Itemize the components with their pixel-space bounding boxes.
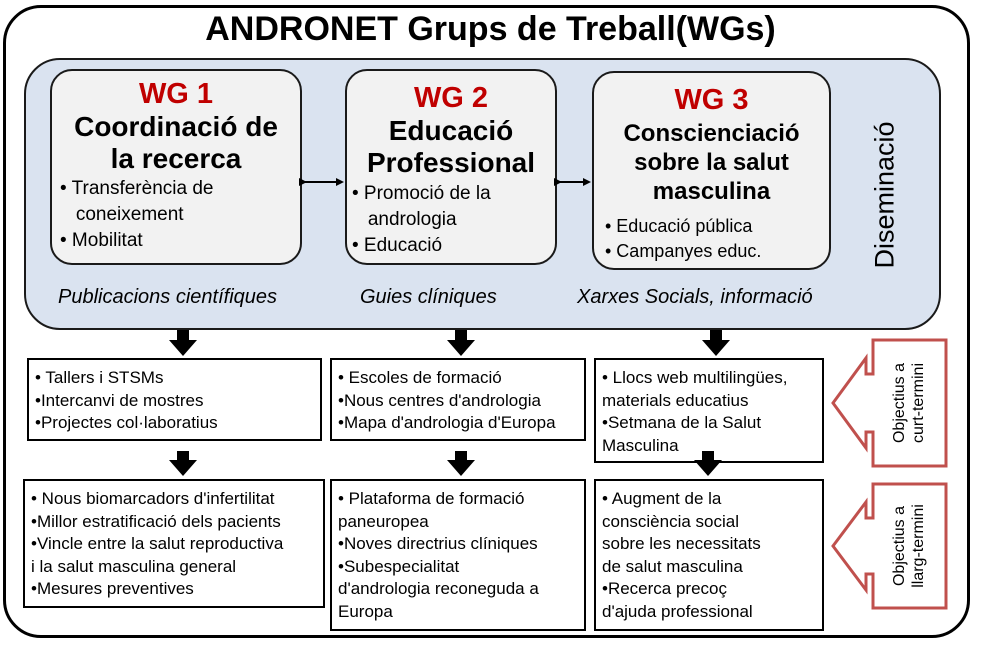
short-term-label-line: curt-termini [910, 362, 927, 444]
dissemination-text: Diseminació [869, 121, 900, 269]
wg3-name-line: sobre la salut [634, 148, 789, 176]
short-term-item: •Setmana de la Salut [602, 413, 762, 432]
long-term-item: i la salut masculina general [31, 556, 237, 576]
wg2-bullet: • Educació [352, 235, 443, 256]
long-term-item: d'ajuda professional [602, 601, 753, 621]
long-term-item: Europa [338, 601, 393, 621]
long-term-label-line: Objectius a [891, 505, 908, 587]
wg3-name-line: Conscienciació [623, 120, 800, 147]
short-term-item: materials educatius [602, 390, 749, 410]
wg2-bullet: andrologia [352, 209, 457, 230]
down-arrow [694, 451, 722, 476]
wg1-name-line: la recerca [110, 142, 242, 174]
long-term-item: •Millor estratificació dels pacients [31, 511, 281, 531]
wg2-name-line: Educació [388, 115, 514, 146]
wg2-name-line: Professional [366, 146, 536, 178]
long-term-item: d'andrologia reconeguda a [338, 579, 539, 598]
down-arrow [169, 330, 197, 356]
short-term-item: • Llocs web multilingües, [602, 368, 788, 387]
wg1-output: Publicacions científiques [58, 286, 278, 308]
down-arrow [169, 451, 197, 476]
long-term-item: •Recerca precoç [602, 579, 728, 598]
long-term-item: •Mesures preventives [31, 579, 194, 598]
long-term-item: paneuropea [338, 511, 429, 531]
diagram-title: ANDRONET Grups de Treball(WGs) [205, 10, 776, 48]
wg3-number: WG 3 [674, 84, 749, 116]
down-arrow [447, 451, 475, 476]
down-arrow [702, 330, 730, 356]
short-term-item: •Projectes col·laboratius [35, 413, 218, 432]
short-term-item: •Mapa d'andrologia d'Europa [338, 413, 556, 432]
wg2-output: Guies clíniques [360, 286, 497, 308]
short-term-item: •Intercanvi de mostres [35, 390, 204, 410]
short-term-label-line: Objectius a [891, 362, 908, 444]
long-term-label [890, 504, 928, 588]
long-term-item: • Plataforma de formació [338, 489, 525, 508]
long-term-item: sobre les necessitats [602, 534, 761, 553]
down-arrow [447, 330, 475, 356]
wg2-number: WG 2 [413, 82, 489, 114]
long-term-item: •Vincle entre la salut reproductiva [31, 534, 284, 553]
wg1-name-line: Coordinació de [74, 111, 278, 142]
wg3-name-line: masculina [652, 177, 771, 205]
long-term-item: • Augment de la [602, 489, 722, 508]
short-term-item: •Nous centres d'andrologia [338, 390, 541, 410]
wg1-bullet: • Transferència de [60, 178, 214, 199]
short-term-item: • Escoles de formació [338, 368, 502, 387]
long-term-item: • Nous biomarcadors d'infertilitat [31, 489, 275, 508]
wg1-bullet: coneixement [60, 204, 184, 225]
long-term-item: de salut masculina [602, 556, 743, 576]
wg3-output: Xarxes Socials, informació [577, 286, 813, 308]
wg1-bullet: • Mobilitat [60, 230, 143, 251]
wg2-bullet: • Promoció de la [352, 183, 491, 204]
wg3-bullet: • Educació pública [605, 216, 753, 236]
long-term-item: •Subespecialitat [338, 556, 460, 576]
wg1-number: WG 1 [138, 78, 214, 110]
short-term-item: • Tallers i STSMs [35, 368, 164, 387]
wg3-bullet: • Campanyes educ. [605, 241, 762, 261]
long-term-item: •Noves directrius clíniques [338, 534, 538, 553]
short-term-callout [873, 340, 946, 466]
short-term-label [890, 363, 928, 443]
long-term-label-line: llarg-termini [910, 504, 927, 588]
short-term-item: Masculina [602, 435, 679, 455]
long-term-callout [873, 484, 946, 608]
long-term-item: consciència social [602, 511, 740, 531]
